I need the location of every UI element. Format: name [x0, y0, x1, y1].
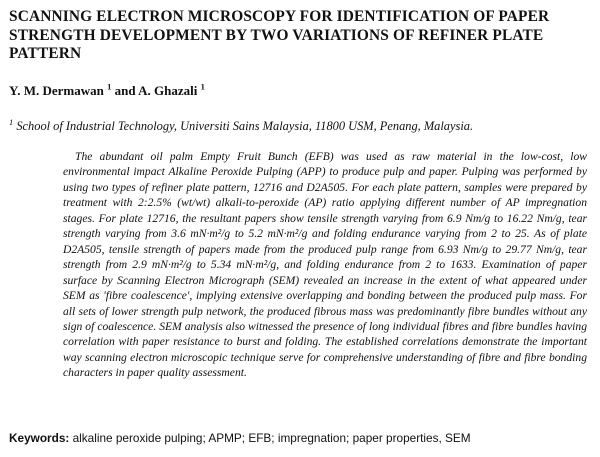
affiliation-marker: 1 — [9, 116, 14, 127]
keywords-line — [9, 431, 471, 445]
author-name: A. Ghazali — [138, 83, 198, 98]
keywords-label: Keywords: — [9, 431, 70, 445]
abstract: The abundant oil palm Empty Fruit Bunch (EFB) was used as raw material in the low-cost, low environmental impact Alkaline Peroxide Pulping (APP) to produce pulp and paper. Pulping was performed by using two types of refiner plate pattern, 12716 and D2A505. For each plate pattern, samples were prepared by treatment with 2:2.5% (wt/wt) alkali-to-peroxide (AP) ratio applying different number of AP impregnation stages. For plate 12716, the resultant papers show tensile strength varying from 6.9 Nm/g to 16.22 Nm/g, tear strength varying from 3.6 mN·m²/g to 5.2 mN·m²/g and folding endurance varying from 2 to 25. As of plate D2A505, tensile strength of papers made from the produced pulp range from 6.93 Nm/g to 29.77 Nm/g, tear strength from 2.9 mN·m²/g to 5.34 mN·m²/g, and folding endurance from 2 to 1633. Examination of paper surface by Scanning Electron Micrograph (SEM) revealed an increase in the extent of what appeared under SEM as 'fibre coalescence', implying extensive overlapping and bonding between the produced pulp mass. For all sets of lower strength pulp network, the produced fibrous mass was predominantly fibre bundles without any sign of coalescence. SEM analysis also witnessed the presence of long individual fibres and fibre bundles having correlation with paper resistance to burst and folding. The established correlations demonstrate the important way scanning electron microscopic technique serve for comprehensive understanding of fibre and fibre bonding characters in paper quality assessment. — [63, 150, 587, 380]
keywords-text: alkaline peroxide pulping; APMP; EFB; impregnation; paper properties, SEM — [72, 431, 471, 445]
author-connector: and — [114, 83, 136, 98]
affiliation — [9, 116, 594, 134]
author-line — [9, 83, 205, 99]
affiliation-text: School of Industrial Technology, Universiti Sains Malaysia, 11800 USM, Penang, Malaysia. — [16, 119, 474, 133]
paper-title: SCANNING ELECTRON MICROSCOPY FOR IDENTIFICATION OF PAPER STRENGTH DEVELOPMENT BY TWO VARIATIONS OF REFINER PLATE PATTERN — [9, 8, 550, 62]
author-name: Y. M. Dermawan — [9, 83, 104, 98]
affiliation-marker: 1 — [107, 81, 112, 92]
affiliation-marker: 1 — [200, 81, 205, 92]
